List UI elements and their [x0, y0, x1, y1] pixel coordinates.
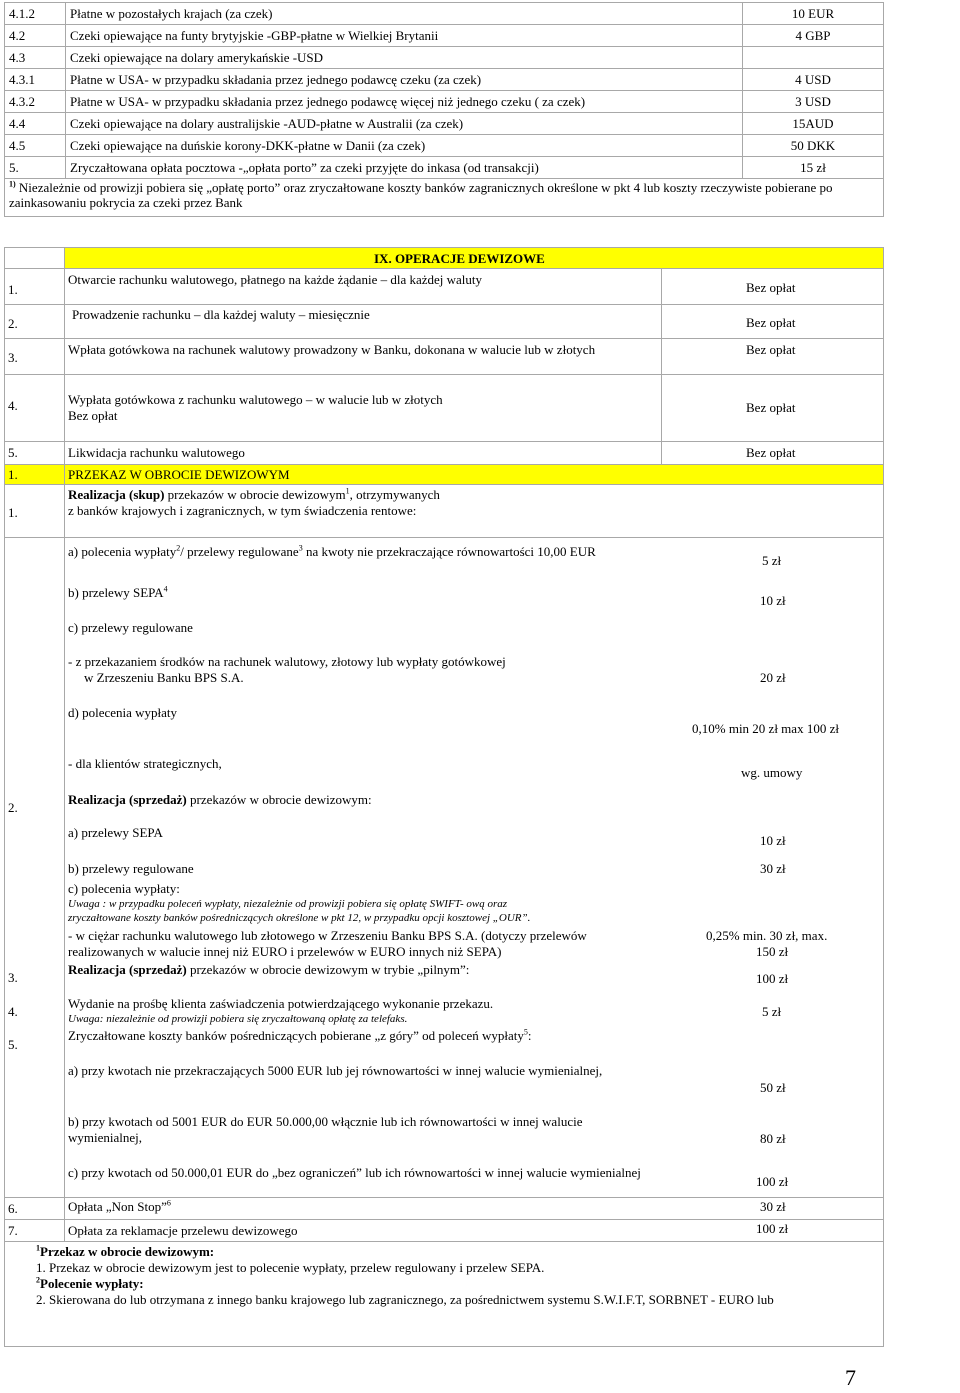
- d2-text: - dla klientów strategicznych,: [68, 756, 222, 771]
- row-fee: 50 DKK: [743, 135, 884, 157]
- b-text: b) przelewy SEPA$^4$: [68, 584, 168, 600]
- footnote-2-text: 2. Skierowana do lub otrzymana z innego banku krajowego lub zagranicznego, za pośrednictwem systemu S.W.I.F.T, SORBNET - EURO lub: [36, 1292, 774, 1307]
- item-num: 3.: [8, 350, 18, 365]
- r2c-dash1: - w ciężar rachunku walutowego lub złotowego w Zrzeszeniu Banku BPS S.A. (dotyczy przelewów: [68, 928, 587, 943]
- c2-line2: w Zrzeszeniu Banku BPS S.A.: [84, 670, 244, 685]
- row-fee: 4 GBP: [743, 25, 884, 47]
- item-desc-2: Bez opłat: [68, 408, 118, 423]
- row-num: 6.: [8, 1201, 18, 1216]
- item-desc: Prowadzenie rachunku – dla każdej waluty – miesięcznie: [72, 307, 370, 322]
- row-number: 4.3: [5, 47, 66, 69]
- row-num: 3.: [8, 970, 18, 985]
- przekaz-num: 1.: [8, 467, 18, 482]
- r2a-text: a) przelewy SEPA: [68, 825, 163, 840]
- r5a-value: 50 zł: [760, 1080, 786, 1095]
- table-row: [5, 3, 884, 25]
- d2-value: wg. umowy: [741, 765, 803, 780]
- row1-text: Realizacja (skup) przekazów w obrocie dewizowym$^1$, otrzymywanych: [68, 486, 440, 502]
- item-value: Bez opłat: [746, 400, 796, 415]
- footnote-2-title: $^2$Polecenie wypłaty:: [36, 1275, 144, 1291]
- r2c-note2: zryczałtowane koszty banków pośredniczących określone w pkt 12, w przypadku opcji kosztowej „OUR”.: [68, 912, 531, 924]
- r3-value: 100 zł: [756, 971, 789, 986]
- d-value: 0,10% min 20 zł max 100 zł: [692, 721, 839, 736]
- c2-line1: - z przekazaniem środków na rachunek walutowy, złotowy lub wypłaty gotówkowej: [68, 654, 506, 669]
- row-description: Czeki opiewające na funty brytyjskie -GBP-płatne w Wielkiej Brytanii: [66, 25, 743, 47]
- row1-line2: z banków krajowych i zagranicznych, w tym świadczenia rentowe:: [68, 503, 417, 518]
- row-num: 7.: [8, 1223, 18, 1238]
- row-description: Płatne w USA- w przypadku składania przez jednego podawcę więcej niż jednego czeku ( za czek): [66, 91, 743, 113]
- page-number: 7: [845, 1365, 856, 1390]
- row-number: 4.5: [5, 135, 66, 157]
- footnote-checks: [5, 179, 884, 217]
- row-number: 4.1.2: [5, 3, 66, 25]
- row-fee: 15AUD: [743, 113, 884, 135]
- row7-text: Opłata za reklamacje przelewu dewizowego: [68, 1223, 298, 1238]
- item-num: 4.: [8, 398, 18, 413]
- a-text: a) polecenia wypłaty$^2$/ przelewy regulowane$^3$ na kwoty nie przekraczające równowartości 10,00 EUR: [68, 543, 596, 559]
- row-fee: 3 USD: [743, 91, 884, 113]
- r2c-value1: 0,25% min. 30 zł, max.: [706, 928, 828, 943]
- row-fee: 15 zł: [743, 157, 884, 179]
- item-value: Bez opłat: [746, 280, 796, 295]
- table-row: [5, 157, 884, 179]
- row-num: 4.: [8, 1004, 18, 1019]
- row-description: Płatne w USA- w przypadku składania przez jednego podawcę czeku (za czek): [66, 69, 743, 91]
- row1-bold: Realizacja (skup): [68, 487, 165, 502]
- d-text: d) polecenia wypłaty: [68, 705, 178, 720]
- table-row: [5, 69, 884, 91]
- item-value: Bez opłat: [746, 315, 796, 330]
- row4-text: Wydanie na prośbę klienta zaświadczenia potwierdzającego wykonanie przekazu.: [68, 996, 494, 1011]
- row-fee: 10 EUR: [743, 3, 884, 25]
- row-number: 4.4: [5, 113, 66, 135]
- table-row: [5, 91, 884, 113]
- row-number: 5.: [5, 157, 66, 179]
- item-desc: Otwarcie rachunku walutowego, płatnego na każde żądanie – dla każdej waluty: [68, 272, 483, 287]
- r2c-dash2: realizowanych w walucie innej niż EURO i przelewów w EURO innych niż SEPA): [68, 944, 502, 959]
- r5a-text: a) przy kwotach nie przekraczających 5000 EUR lub jej równowartości w innej walucie wymienialnej,: [68, 1063, 603, 1078]
- item-value: Bez opłat: [746, 445, 796, 460]
- row4-note: Uwaga: niezależnie od prowizji pobiera się zryczałtowaną opłatę za telefaks.: [68, 1013, 408, 1025]
- a-value: 5 zł: [762, 553, 782, 568]
- table-row: [5, 47, 884, 69]
- c-text: c) przelewy regulowane: [68, 620, 193, 635]
- item-desc: Wpłata gotówkowa na rachunek walutowy prowadzony w Banku, dokonana w walucie lub w złotych: [68, 342, 596, 357]
- r7-value: 100 zł: [756, 1221, 789, 1236]
- fees-table-checks: [4, 2, 884, 217]
- row-description: Czeki opiewające na dolary amerykańskie -USD: [66, 47, 743, 69]
- footnote-mark: 1): [9, 179, 16, 189]
- table-row: [5, 135, 884, 157]
- r2b-value: 30 zł: [760, 861, 786, 876]
- r4-value: 5 zł: [762, 1004, 782, 1019]
- row-num: 5.: [8, 1037, 18, 1052]
- table-footnote-row: [5, 179, 884, 217]
- row-number: 4.2: [5, 25, 66, 47]
- item-desc: Likwidacja rachunku walutowego: [68, 445, 245, 460]
- r5b-value: 80 zł: [760, 1131, 786, 1146]
- footnote-1-text: 1. Przekaz w obrocie dewizowym jest to polecenie wypłaty, przelew regulowany i przelew SEPA.: [36, 1260, 545, 1275]
- item-num: 5.: [8, 445, 18, 460]
- r2b-text: b) przelewy regulowane: [68, 861, 194, 876]
- footnote-1-title: $^1$Przekaz w obrocie dewizowym:: [36, 1243, 215, 1259]
- b-value: 10 zł: [760, 593, 786, 608]
- item-value: Bez opłat: [746, 342, 796, 357]
- row-description: Zryczałtowana opłata pocztowa -„opłata porto” za czeki przyjęte do inkasa (od transakcji): [66, 157, 743, 179]
- r5c-value: 100 zł: [756, 1174, 789, 1189]
- table-row: [5, 25, 884, 47]
- row2-text: Realizacja (sprzedaż) przekazów w obrocie dewizowym:: [68, 792, 372, 807]
- r2c-value2: 150 zł: [756, 944, 789, 959]
- row6-text: Opłata „Non Stop”$^6$: [68, 1198, 171, 1214]
- section-title: IX. OPERACJE DEWIZOWE: [374, 251, 545, 266]
- table-row: [5, 113, 884, 135]
- row-description: Czeki opiewające na duńskie korony-DKK-płatne w Danii (za czek): [66, 135, 743, 157]
- item-desc: Wypłata gotówkowa z rachunku walutowego – w walucie lub w złotych: [68, 392, 443, 407]
- row-fee: 4 USD: [743, 69, 884, 91]
- r5c-text: c) przy kwotach od 50.000,01 EUR do „bez ograniczeń” lub ich równowartości w innej walucie wymienialnej: [68, 1165, 641, 1180]
- c2-value: 20 zł: [760, 670, 786, 685]
- r2c-note1: Uwaga : w przypadku poleceń wypłaty, niezależnie od prowizji pobiera się opłatę SWIFT- ową oraz: [68, 898, 508, 910]
- row-number: 4.3.1: [5, 69, 66, 91]
- footnote-text: Niezależnie od prowizji pobiera się „opłatę porto” oraz zryczałtowane koszty banków zagranicznych określone w pkt 4 lub koszty rzeczywiste pobierane po zainkasowaniu pokrycia za czeki przez Bank: [9, 180, 833, 210]
- row-description: Płatne w pozostałych krajach (za czek): [66, 3, 743, 25]
- r2a-value: 10 zł: [760, 833, 786, 848]
- item-num: 2.: [8, 316, 18, 331]
- row5-text: Zryczałtowane koszty banków pośredniczących pobierane „z góry” od poleceń wypłaty$^5$:: [68, 1027, 532, 1043]
- row-description: Czeki opiewające na dolary australijskie -AUD-płatne w Australii (za czek): [66, 113, 743, 135]
- row-number: 4.3.2: [5, 91, 66, 113]
- r2c-text: c) polecenia wypłaty:: [68, 881, 180, 896]
- item-num: 1.: [8, 282, 18, 297]
- row-fee: [743, 47, 884, 69]
- przekaz-title: PRZEKAZ W OBROCIE DEWIZOWYM: [68, 467, 290, 482]
- r5b-text: b) przy kwotach od 5001 EUR do EUR 50.000,00 włącznie lub ich równowartości w innej walucie wymienialnej,: [68, 1114, 583, 1145]
- r6-value: 30 zł: [760, 1199, 786, 1214]
- row3-text: Realizacja (sprzedaż) przekazów w obrocie dewizowym w trybie „pilnym”:: [68, 962, 470, 977]
- row-num: 1.: [8, 505, 18, 520]
- row-num: 2.: [8, 800, 18, 815]
